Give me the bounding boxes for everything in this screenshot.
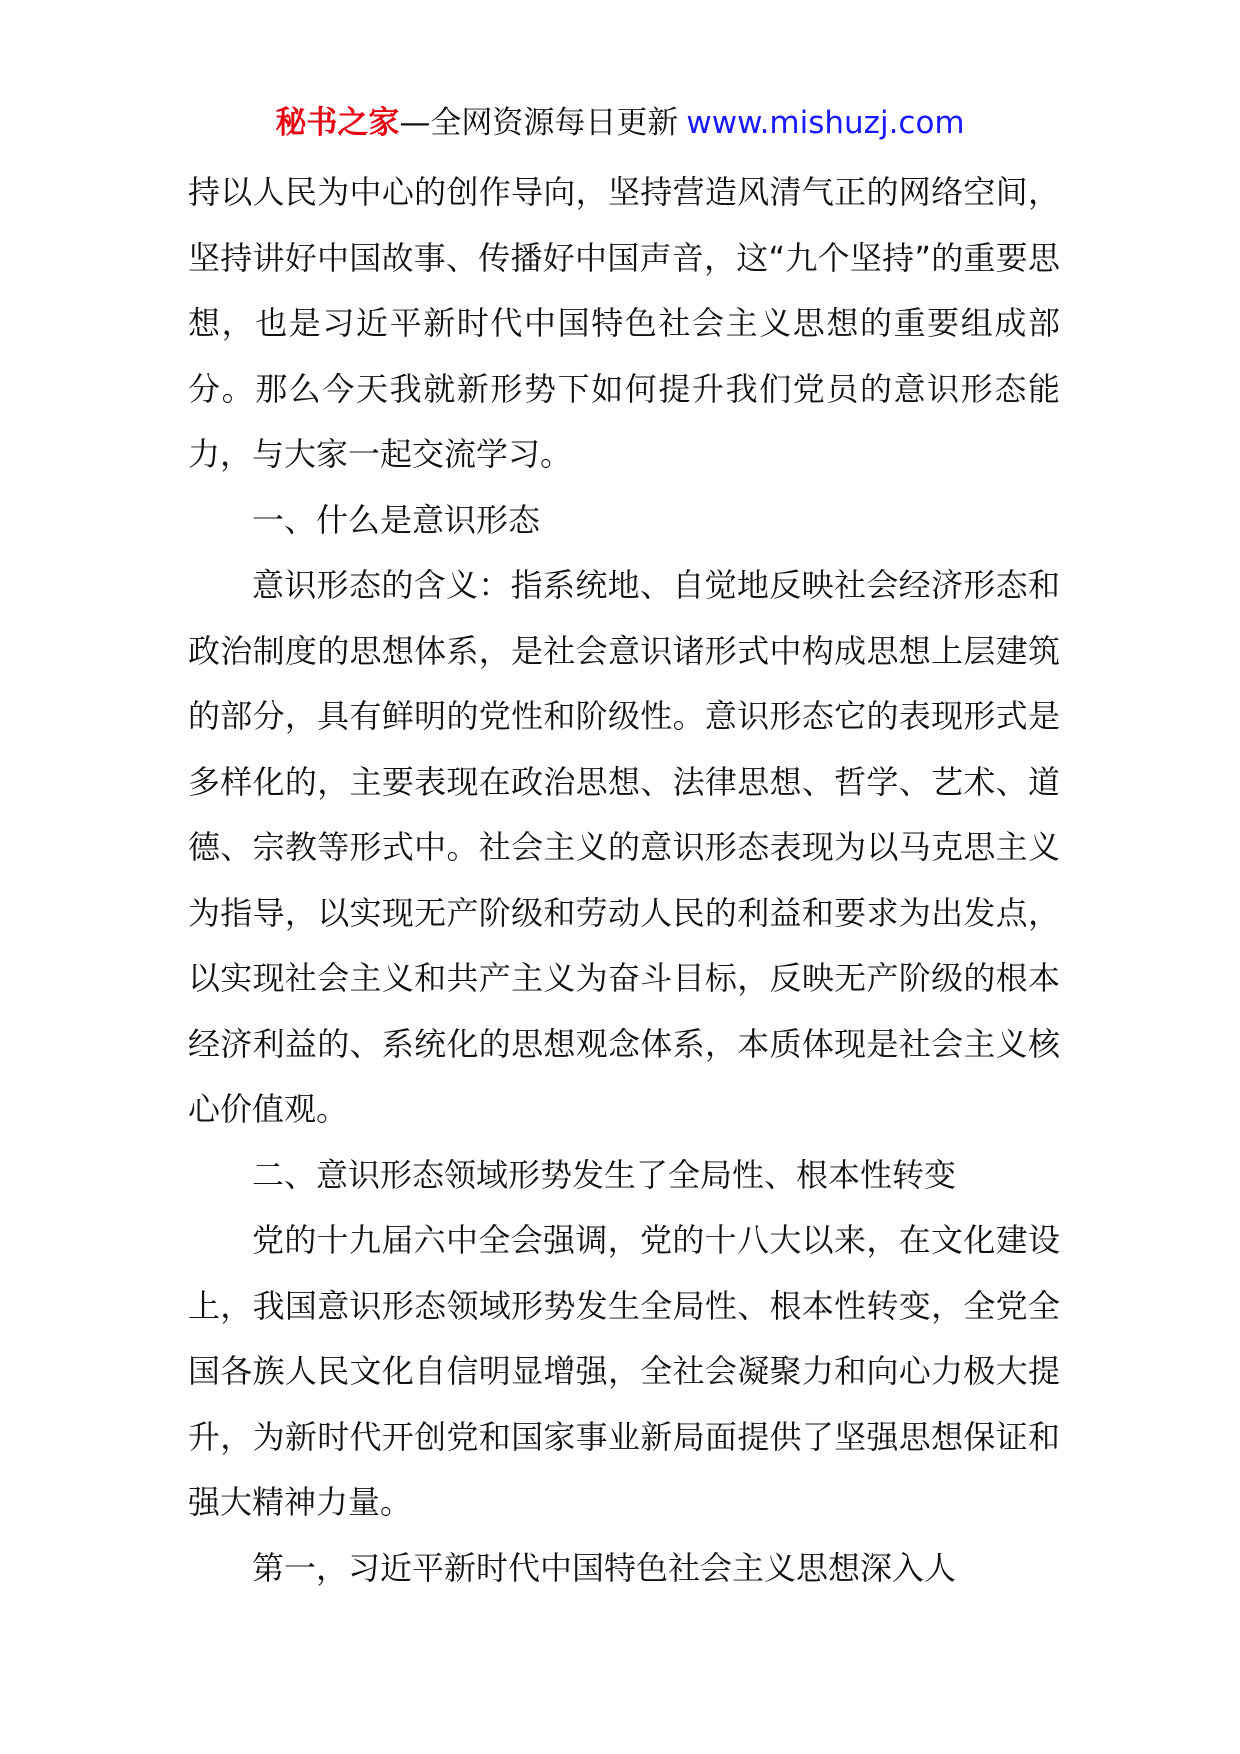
header-brand: 秘书之家: [275, 105, 400, 141]
page-header: [0, 100, 1240, 146]
body-paragraph: 第一，习近平新时代中国特色社会主义思想深入人: [252, 1548, 957, 1587]
section-heading-1: 一、什么是意识形态: [252, 500, 541, 539]
header-url-link[interactable]: www.mishuzj.com: [686, 105, 965, 141]
section-heading-2: 二、意识形态领域形势发生了全局性、根本性转变: [252, 1155, 957, 1194]
document-body: [188, 160, 1060, 1601]
body-paragraph-continued: 持以人民为中心的创作导向，坚持营造风清气正的网络空间，坚持讲好中国故事、传播好中国声音，这“九个坚持”的重要思想，也是习近平新时代中国特色社会主义思想的重要组成部分。那么今天我就新形势下如何提升我们党员的意识形态能力，与大家一起交流学习。: [188, 173, 1060, 473]
header-tagline: —全网资源每日更新: [399, 105, 679, 141]
body-paragraph: 党的十九届六中全会强调，党的十八大以来，在文化建设上，我国意识形态领域形势发生全局性、根本性转变，全党全国各族人民文化自信明显增强，全社会凝聚力和向心力极大提升，为新时代开创党和国家事业新局面提供了坚强思想保证和强大精神力量。: [188, 1221, 1060, 1521]
body-paragraph: 意识形态的含义：指系统地、自觉地反映社会经济形态和政治制度的思想体系，是社会意识诸形式中构成思想上层建筑的部分，具有鲜明的党性和阶级性。意识形态它的表现形式是多样化的，主要表现在政治思想、法律思想、哲学、艺术、道德、宗教等形式中。社会主义的意识形态表现为以马克思主义为指导，以实现无产阶级和劳动人民的利益和要求为出发点，以实现社会主义和共产主义为奋斗目标，反映无产阶级的根本经济利益的、系统化的思想观念体系，本质体现是社会主义核心价值观。: [188, 566, 1060, 1128]
